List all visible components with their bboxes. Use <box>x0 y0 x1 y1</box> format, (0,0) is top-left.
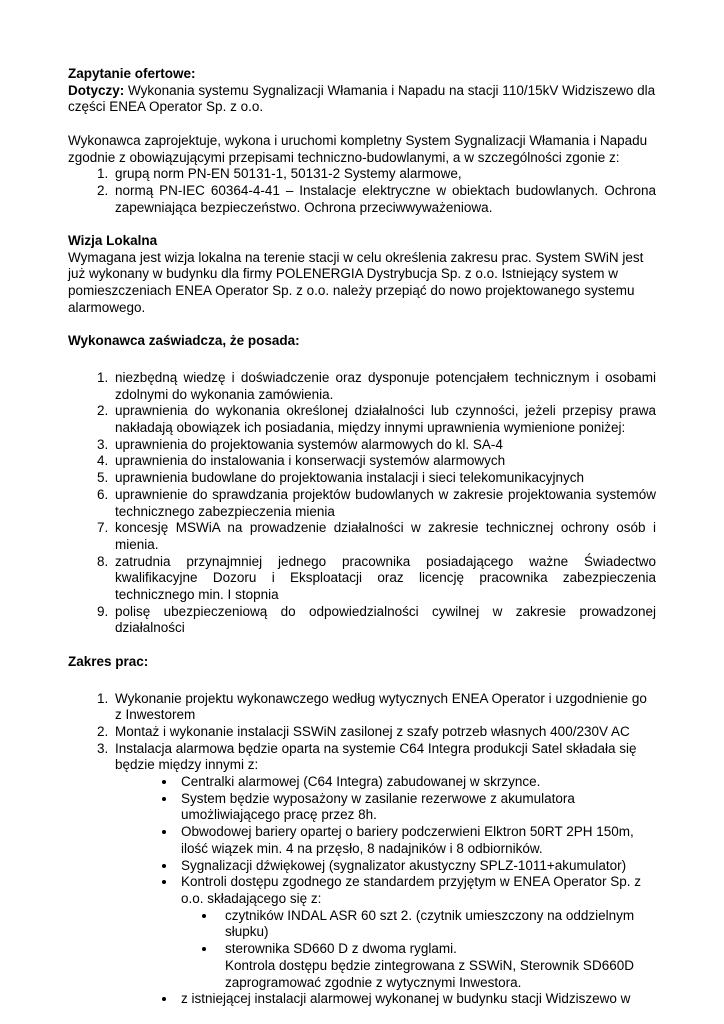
list-item: 2. Montaż i wykonanie instalacji SSWiN zasilonej z szafy potrzeb własnych 400/230V AC <box>112 724 656 741</box>
list-item: • System będzie wyposażony w zasilanie rezerwowe z akumulatora umożliwiającego pracę przez 8h. <box>177 791 656 824</box>
list-item: 3. uprawnienia do projektowania systemów alarmowych do kl. SA-4 <box>112 437 656 454</box>
subject-text: Wykonania systemu Sygnalizacji Włamania i Napadu na stacji 110/15kV Widziszewo dla części ENEA Operator Sp. z o.o. <box>68 82 656 115</box>
list-item: 6. uprawnienie do sprawdzania projektów budowlanych w zakresie projektowania systemów technicznego zabezpieczenia mienia <box>112 487 656 520</box>
list-item: 1. niezbędną wiedzę i doświadczenie oraz dysponuje potencjałem technicznym i osobami zdolnymi do wykonania zamówienia. <box>112 370 656 403</box>
list-item: 5. uprawnienia budowlane do projektowania instalacji i sieci telekomunikacyjnych <box>112 470 656 487</box>
wykonawca-list <box>68 370 656 637</box>
list-item <box>112 741 656 1008</box>
list-item: 4. uprawnienia do instalowania i konserwacji systemów alarmowych <box>112 453 656 470</box>
list-item: 1. grupą norm PN-EN 50131-1, 50131-2 Systemy alarmowe, <box>112 166 656 183</box>
list-item: 2. normą PN-IEC 60364-4-41 – Instalacje elektryczne w obiektach budowlanych. Ochrona zapewniająca bezpieczeństwo. Ochrona przeciwwyważeniowa. <box>112 183 656 216</box>
list-item: 9. polisę ubezpieczeniową do odpowiedzialności cywilnej w zakresie prowadzonej działalności <box>112 604 656 637</box>
wizja-paragraph: Wymagana jest wizja lokalna na terenie stacji w celu określenia zakresu prac. System SWiN jest już wykonany w budynku dla firmy POLENERGIA Dystrybucja Sp. z o.o. Istniejący system w pomieszczeniach ENEA Operator Sp. z o.o. należy przepiąć do nowo projektowanego systemu alarmowego. <box>68 249 644 315</box>
list-item: • Sygnalizacji dźwiękowej (sygnalizator akustyczny SPLZ-1011+akumulator) <box>177 858 656 875</box>
list-item: 1. Wykonanie projektu wykonawczego według wytycznych ENEA Operator i uzgodnienie go z Inwestorem <box>112 691 656 724</box>
norms-list <box>68 166 656 216</box>
subject-line <box>68 83 656 116</box>
list-item-text: sterownika SD660 D z dwoma ryglami. <box>225 941 457 957</box>
list-item: 2. uprawnienia do wykonania określonej działalności lub czynności, jeżeli przepisy prawa nakładają obowiązek ich posiadania, między innymi uprawnienia wymienione poniżej: <box>112 403 656 436</box>
list-item: • z istniejącej instalacji alarmowej wykonanej w budynku stacji Widziszewo w <box>177 991 656 1008</box>
list-item <box>177 874 656 991</box>
list-item: • Centralki alarmowej (C64 Integra) zabudowanej w skrzynce. <box>177 774 656 791</box>
intro-paragraph: Wykonawca zaprojektuje, wykona i uruchomi kompletny System Sygnalizacji Włamania i Napadu zgodnie z obowiązującymi przepisami techniczno-budowlanymi, a w szczególności zgonie z: <box>68 132 648 165</box>
list-item: 7. koncesję MSWiA na prowadzenie działalności w zakresie technicznej ochrony osób i mienia. <box>112 520 656 553</box>
document-title: Zapytanie ofertowe: <box>68 66 196 81</box>
list-item-text: Kontroli dostępu zgodnego ze standardem przyjętym w ENEA Operator Sp. z o.o. składającego się z: <box>181 874 641 906</box>
section-heading-zakres: Zakres prac: <box>68 653 149 669</box>
section-heading-wizja: Wizja Lokalna <box>68 233 158 248</box>
access-control-list <box>181 908 656 992</box>
list-item: 8. zatrudnia przynajmniej jednego pracownika posiadającego ważne Świadectwo kwalifikacyjne Dozoru i Eksploatacji oraz licencję pracownika zabezpieczenia technicznego min. I stopnia <box>112 554 656 604</box>
list-item-continuation: Kontrola dostępu będzie zintegrowana z SSWiN, Sterownik SD660D zaprogramować zgodnie z wytycznymi Inwestora. <box>225 957 634 990</box>
document-page <box>68 66 656 1008</box>
list-item: • czytników INDAL ASR 60 szt 2. (czytnik umieszczony na oddzielnym słupku) <box>217 908 656 941</box>
list-item-text: Instalacja alarmowa będzie oparta na systemie C64 Integra produkcji Satel składała się będzie między innymi z: <box>115 740 637 773</box>
list-item: • Obwodowej bariery opartej o bariery podczerwieni Elktron 50RT 2PH 150m, ilość wiązek min. 4 na przęsło, 8 nadajników i 8 odbiorników. <box>177 824 656 857</box>
list-item <box>217 941 656 991</box>
system-components-list <box>115 774 656 1008</box>
zakres-list <box>68 691 656 1008</box>
section-heading-wykonawca: Wykonawca zaświadcza, że posada: <box>68 333 300 349</box>
subject-label: Dotyczy: <box>68 82 125 98</box>
